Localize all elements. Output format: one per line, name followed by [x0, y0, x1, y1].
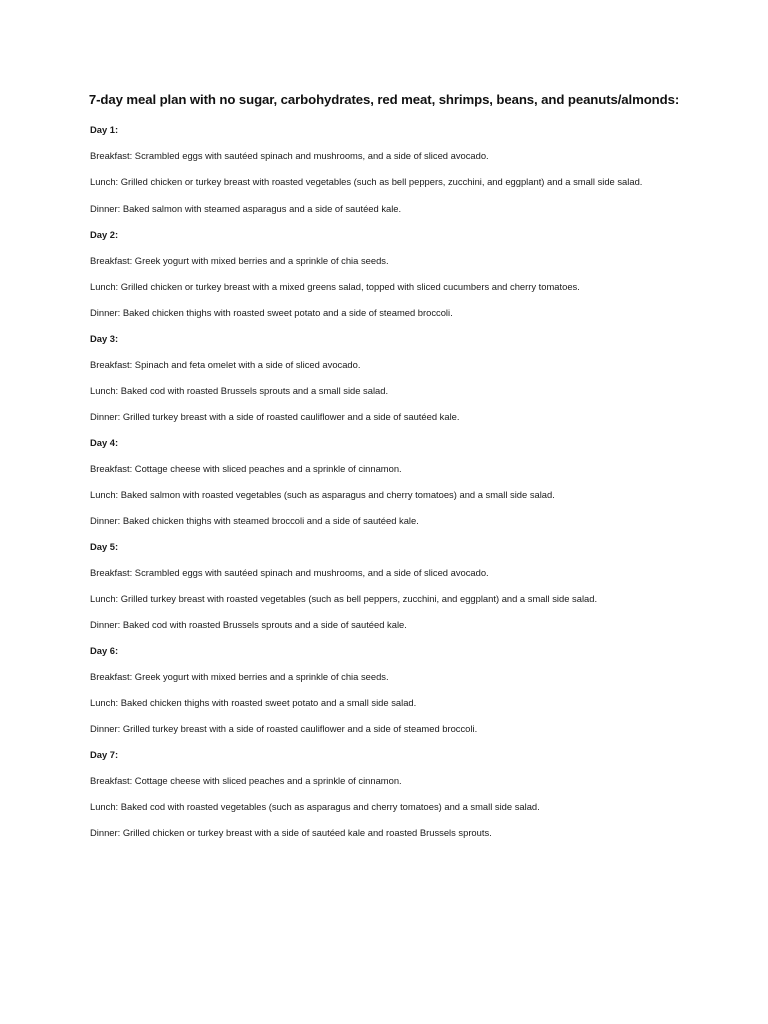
day-6-breakfast: Breakfast: Greek yogurt with mixed berries and a sprinkle of chia seeds. — [90, 670, 389, 682]
day-4-breakfast: Breakfast: Cottage cheese with sliced peaches and a sprinkle of cinnamon. — [90, 462, 402, 474]
day-5-breakfast: Breakfast: Scrambled eggs with sautéed spinach and mushrooms, and a side of sliced avocado. — [90, 566, 489, 578]
day-6-lunch: Lunch: Baked chicken thighs with roasted sweet potato and a small side salad. — [90, 696, 417, 708]
day-7-lunch: Lunch: Baked cod with roasted vegetables (such as asparagus and cherry tomatoes) and a small side salad. — [90, 800, 540, 812]
day-6-section — [90, 644, 690, 736]
day-1-dinner: Dinner: Baked salmon with steamed asparagus and a side of sautéed kale. — [90, 202, 402, 214]
day-5-heading: Day 5: — [90, 540, 119, 552]
day-1-breakfast: Breakfast: Scrambled eggs with sautéed spinach and mushrooms, and a side of sliced avocado. — [90, 150, 489, 161]
meal-plan-content — [90, 123, 690, 852]
day-7-section — [90, 748, 690, 840]
day-1-lunch: Lunch: Grilled chicken or turkey breast with roasted vegetables (such as bell peppers, zucchini, and eggplant) and a small side salad. — [90, 176, 643, 187]
day-4-lunch: Lunch: Baked salmon with roasted vegetables (such as asparagus and cherry tomatoes) and a small side salad. — [90, 488, 555, 500]
day-2-heading: Day 2: — [90, 228, 119, 240]
day-5-section — [90, 540, 690, 632]
day-3-section — [90, 332, 690, 424]
document-title: 7-day meal plan with no sugar, carbohydrates, red meat, shrimps, beans, and peanuts/almonds: — [88, 92, 680, 107]
day-5-dinner: Dinner: Baked cod with roasted Brussels sprouts and a side of sautéed kale. — [90, 618, 407, 630]
day-2-breakfast: Breakfast: Greek yogurt with mixed berries and a sprinkle of chia seeds. — [90, 254, 389, 266]
day-6-heading: Day 6: — [90, 644, 119, 656]
day-1-section — [90, 123, 690, 216]
day-6-dinner: Dinner: Grilled turkey breast with a side of roasted cauliflower and a side of steamed broccoli. — [90, 722, 478, 734]
day-7-dinner: Dinner: Grilled chicken or turkey breast with a side of sautéed kale and roasted Brussels sprouts. — [90, 826, 492, 838]
day-3-breakfast: Breakfast: Spinach and feta omelet with a side of sliced avocado. — [90, 358, 361, 370]
day-3-heading: Day 3: — [90, 332, 119, 344]
day-4-heading: Day 4: — [90, 436, 119, 448]
day-3-lunch: Lunch: Baked cod with roasted Brussels sprouts and a small side salad. — [90, 384, 389, 396]
day-3-dinner: Dinner: Grilled turkey breast with a side of roasted cauliflower and a side of sautéed kale. — [90, 410, 460, 422]
day-2-lunch: Lunch: Grilled chicken or turkey breast with a mixed greens salad, topped with sliced cucumbers and cherry tomatoes. — [90, 280, 580, 292]
day-4-section — [90, 436, 690, 528]
day-7-heading: Day 7: — [90, 748, 119, 760]
day-5-lunch: Lunch: Grilled turkey breast with roasted vegetables (such as bell peppers, zucchini, and eggplant) and a small side salad. — [90, 592, 598, 604]
day-1-heading: Day 1: — [90, 124, 119, 135]
day-2-dinner: Dinner: Baked chicken thighs with roasted sweet potato and a side of steamed broccoli. — [90, 306, 453, 318]
day-4-dinner: Dinner: Baked chicken thighs with steamed broccoli and a side of sautéed kale. — [90, 514, 419, 526]
day-2-section — [90, 228, 690, 320]
day-7-breakfast: Breakfast: Cottage cheese with sliced peaches and a sprinkle of cinnamon. — [90, 774, 402, 786]
